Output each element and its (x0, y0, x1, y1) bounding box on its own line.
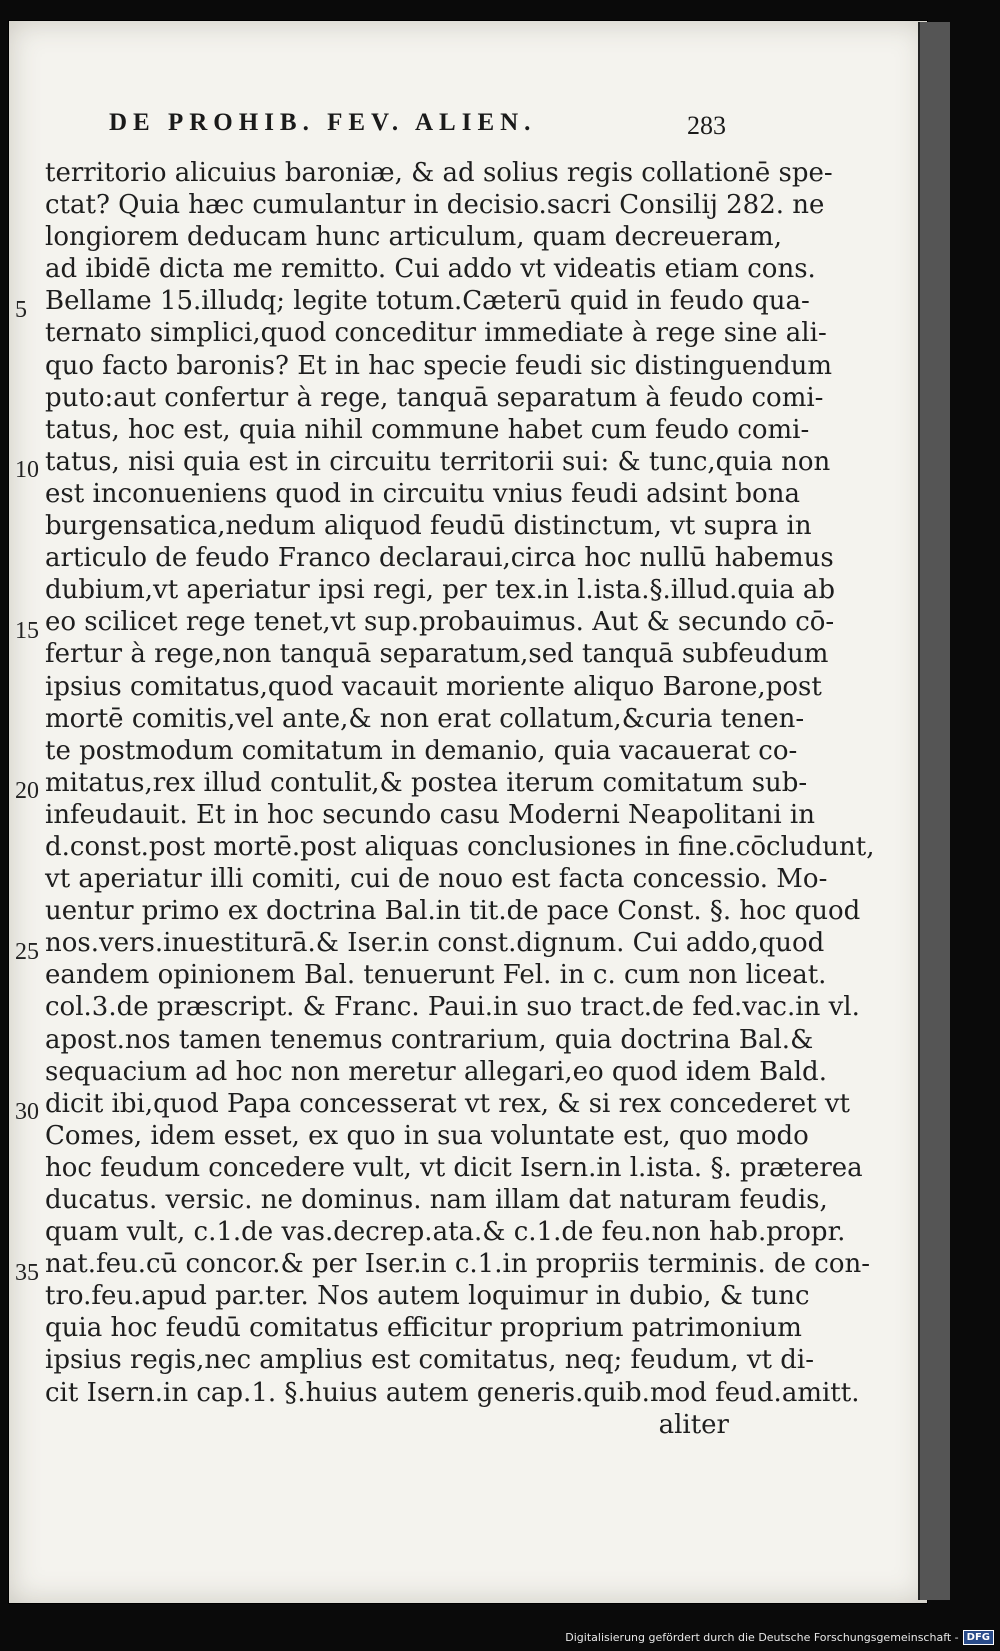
text-line: vt aperiatur illi comiti, cui de nouo est facta concessio. Mo- (45, 864, 828, 895)
catchword: aliter (658, 1409, 729, 1440)
text-line: cit Isern.in cap.1. §.huius autem generis.quib.mod feud.amitt. (45, 1377, 860, 1408)
text-line: d.const.post mortē.post aliquas conclusiones in fine.cōcludunt, (45, 831, 875, 862)
text-line: quam vult, c.1.de vas.decrep.ata.& c.1.de feu.non hab.propr. (45, 1217, 846, 1248)
page-number: 283 (687, 111, 726, 140)
text-line: nat.feu.cū concor.& per Iser.in c.1.in propriis terminis. de con- (45, 1249, 871, 1280)
text-line: dicit ibi,quod Papa concesserat vt rex, & si rex concederet vt (45, 1088, 850, 1119)
text-line: infeudauit. Et in hoc secundo casu Moderni Neapolitani in (45, 799, 815, 830)
text-line: fertur à rege,non tanquā separatum,sed tanquā subfeudum (45, 639, 829, 670)
text-line: ad ibidē dicta me remitto. Cui addo vt videatis etiam cons. (45, 254, 816, 285)
text-line: apost.nos tamen tenemus contrarium, quia doctrina Bal.& (45, 1024, 814, 1055)
text-line: Comes, idem esset, ex quo in sua voluntate est, quo modo (45, 1120, 809, 1151)
text-line: eo scilicet rege tenet,vt sup.probauimus. Aut & secundo cō- (45, 607, 835, 638)
page-edge (918, 22, 950, 1600)
text-line: uentur primo ex doctrina Bal.in tit.de pace Const. §. hoc quod (45, 896, 861, 927)
line-number-30: 30 (15, 1099, 39, 1125)
footer-credit (565, 1628, 994, 1646)
text-line: quia hoc feudū comitatus efficitur proprium patrimonium (45, 1313, 802, 1344)
text-line: eandem opinionem Bal. tenuerunt Fel. in c. cum non liceat. (45, 960, 827, 991)
text-line: territorio alicuius baroniæ, & ad solius regis collationē spe- (45, 158, 833, 188)
line-number-35: 35 (15, 1260, 39, 1286)
text-line: quo facto baronis? Et in hac specie feudi sic distinguendum (45, 350, 833, 381)
text-line: nos.vers.inuestiturā.& Iser.in const.dignum. Cui addo,quod (45, 928, 825, 959)
text-line: sequacium ad hoc non meretur allegari,eo quod idem Bald. (45, 1056, 827, 1087)
text-line: ducatus. versic. ne dominus. nam illam dat naturam feudis, (45, 1185, 828, 1215)
running-title: DE PROHIB. FEV. ALIEN. (109, 109, 537, 136)
funding-credit-text: Digitalisierung gefördert durch die Deutsche Forschungsgemeinschaft - (565, 1630, 959, 1644)
line-number-25: 25 (15, 939, 39, 965)
text-line: te postmodum comitatum in demanio, quia vacauerat co- (45, 735, 798, 766)
text-line: articulo de feudo Franco declaraui,circa hoc nullū habemus (45, 543, 834, 574)
text-line: mitatus,rex illud contulit,& postea iterum comitatum sub- (45, 767, 808, 798)
line-number-20: 20 (15, 778, 39, 804)
text-line: hoc feudum concedere vult, vt dicit Isern.in l.ista. §. præterea (45, 1152, 863, 1183)
dfg-logo-icon: DFG (963, 1630, 994, 1645)
text-line: ternato simplici,quod conceditur immediate à rege sine ali- (45, 318, 827, 349)
book-page (8, 20, 928, 1604)
text-line: longiorem deducam hunc articulum, quam decreueram, (45, 222, 782, 253)
line-number-10: 10 (15, 457, 39, 483)
text-line: mortē comitis,vel ante,& non erat collatum,&curia tenen- (45, 703, 805, 734)
text-line: puto:aut confertur à rege, tanquā separatum à feudo comi- (45, 382, 824, 413)
text-line: dubium,vt aperiatur ipsi regi, per tex.in l.ista.§.illud.quia ab (45, 575, 836, 606)
text-line: ipsius comitatus,quod vacauit moriente aliquo Barone,post (45, 671, 822, 702)
line-number-5: 5 (15, 297, 27, 323)
line-number-15: 15 (15, 618, 39, 644)
text-line: Bellame 15.illudq; legite totum.Cæterū quid in feudo qua- (45, 286, 810, 317)
text-line: ctat? Quia hæc cumulantur in decisio.sacri Consilij 282. ne (45, 190, 825, 221)
text-line: col.3.de præscript. & Franc. Paui.in suo tract.de fed.vac.in vl. (45, 992, 860, 1023)
text-line: tatus, hoc est, quia nihil commune habet cum feudo comi- (45, 414, 810, 445)
text-line: burgensatica,nedum aliquod feudū distinctum, vt supra in (45, 511, 812, 542)
text-line: est inconueniens quod in circuitu vnius feudi adsint bona (45, 478, 800, 509)
text-line: tro.feu.apud par.ter. Nos autem loquimur in dubio, & tunc (45, 1281, 810, 1312)
text-line: tatus, nisi quia est in circuitu territorii sui: & tunc,quia non (45, 446, 831, 477)
body-text (45, 157, 875, 1441)
text-line: ipsius regis,nec amplius est comitatus, neq; feudum, vt di- (45, 1345, 815, 1376)
